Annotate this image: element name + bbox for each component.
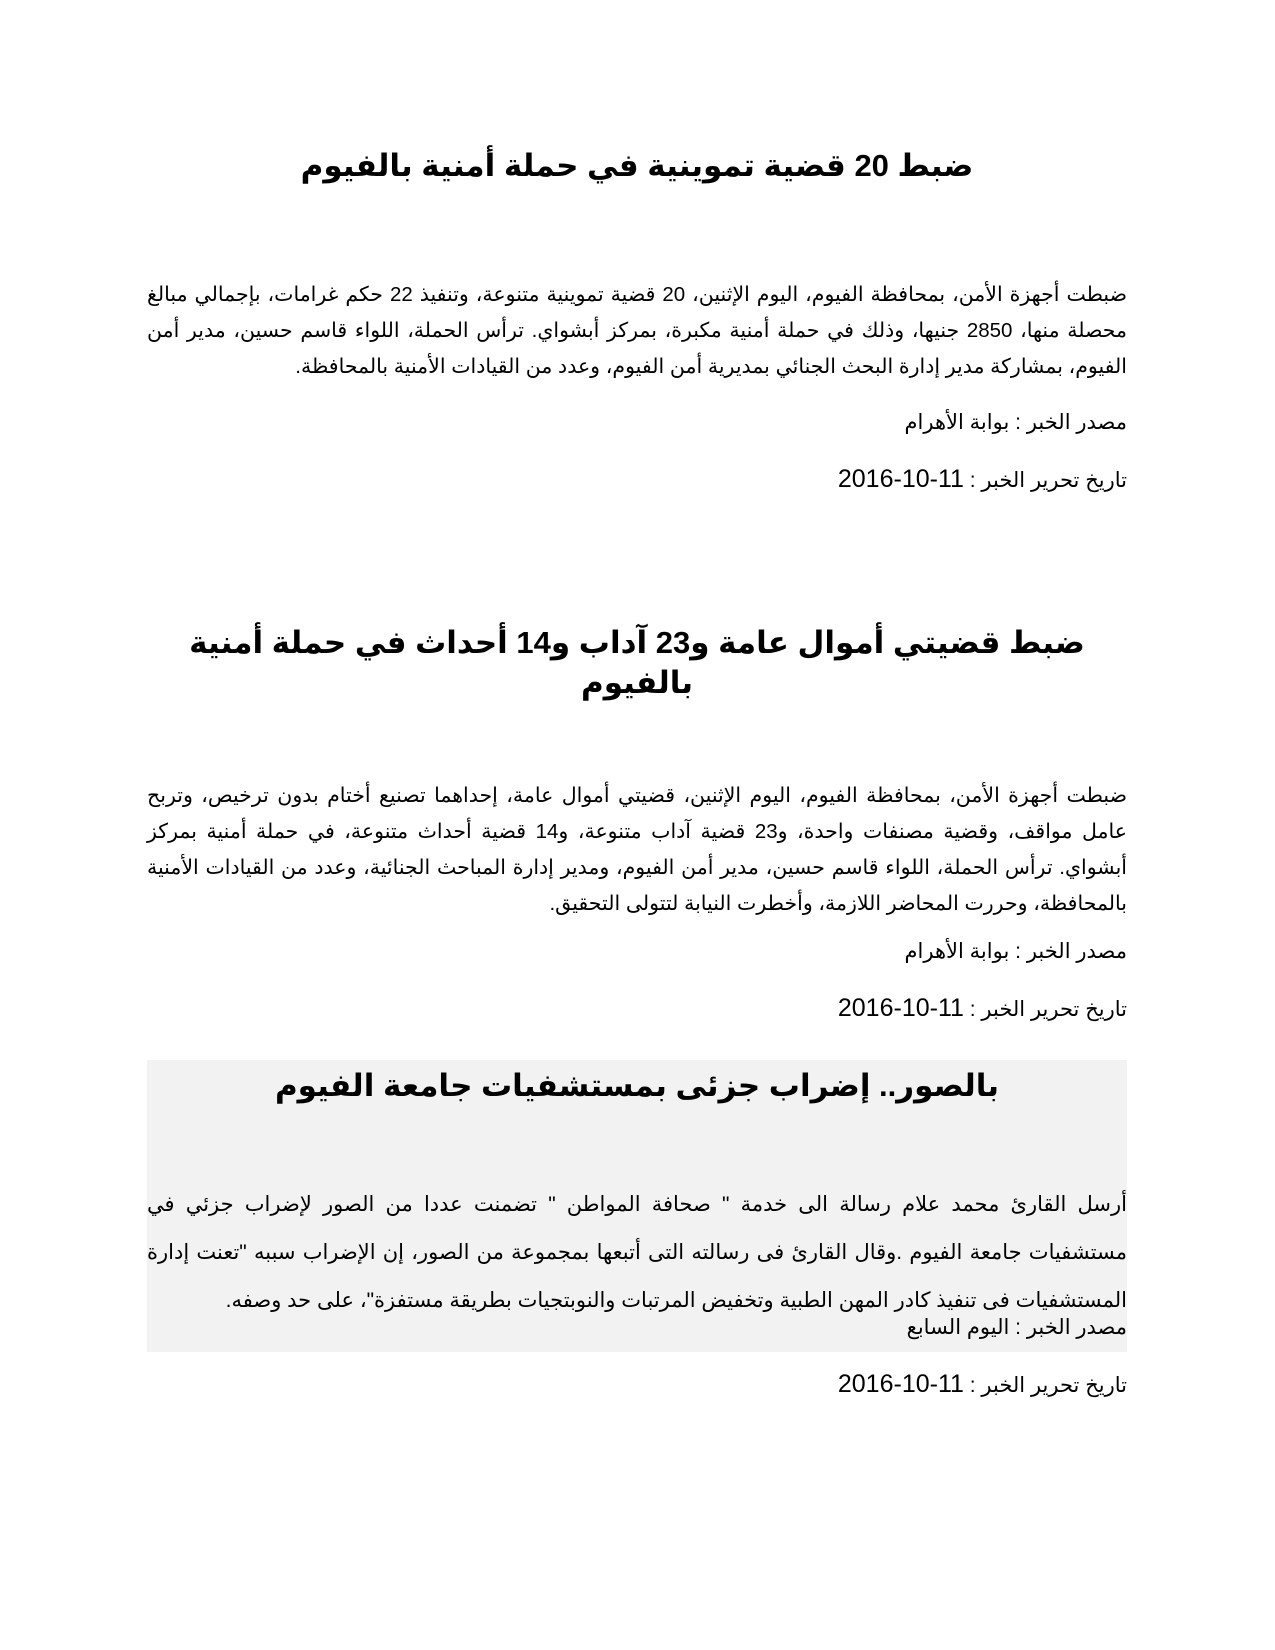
source-label: مصدر الخبر : [1009,940,1127,963]
date-value: 2016-10-11 [837,994,964,1022]
article-date [147,993,1127,1025]
source-value: اليوم السابع [906,1316,1010,1339]
news-article-1 [147,146,1127,496]
article-body: ضبطت أجهزة الأمن، بمحافظة الفيوم، اليوم الإثنين، 20 قضية تموينية متنوعة، وتنفيذ 22 حكم غرامات، بإجمالي مبالغ محصلة منها، 2850 جنيها، وذلك في حملة أمنية مكبرة، بمركز أبشواي. ترأس الحملة، اللواء قاسم حسين، مدير أمن الفيوم، بمشاركة مدير إدارة البحث الجنائي بمديرية أمن الفيوم، وعدد من القيادات الأمنية بالمحافظة. [147,283,1127,378]
source-value: بوابة الأهرام [904,940,1010,963]
article-body: أرسل القارئ محمد علام رسالة الى خدمة " صحافة المواطن " تضمنت عددا من الصور لإضراب جزئي في مستشفيات جامعة الفيوم .وقال القارئ فى رسالته التى أتبعها بمجموعة من الصور، إن الإضراب سببه "تعنت إدارة المستشفيات فى تنفيذ كادر المهن الطبية وتخفيض المرتبات والنوبتجيات بطريقة مستفزة"، على حد وصفه. [147,1193,1127,1312]
date-label: تاريخ تحرير الخبر : [963,998,1127,1021]
article-title: ضبط قضيتي أموال عامة و23 آداب و14 أحداث في حملة أمنية بالفيوم [189,625,1085,700]
article-title: ضبط 20 قضية تموينية في حملة أمنية بالفيوم [300,148,974,183]
article-source [147,937,1127,967]
article-source [147,408,1127,438]
article-body: ضبطت أجهزة الأمن، بمحافظة الفيوم، اليوم الإثنين، قضيتي أموال عامة، إحداهما تصنيع أختام بدون ترخيص، وتربح عامل مواقف، وقضية مصنفات واحدة، و23 قضية آداب متنوعة، و14 قضية أحداث متنوعة، في حملة أمنية بمركز أبشواي. ترأس الحملة، اللواء قاسم حسين، مدير أمن الفيوم، ومدير إدارة المباحث الجنائية، وعدد من القيادات الأمنية بالمحافظة، وحررت المحاضر اللازمة، وأخطرت النيابة لتتولى التحقيق. [147,784,1127,915]
date-value: 2016-10-11 [837,465,964,493]
article-title: بالصور.. إضراب جزئى بمستشفيات جامعة الفيوم [274,1068,1000,1103]
source-label: مصدر الخبر : [1009,411,1127,434]
date-label: تاريخ تحرير الخبر : [963,469,1127,492]
source-value: بوابة الأهرام [904,411,1010,434]
news-article-2 [147,623,1127,1025]
news-article-3 [147,1066,1127,1401]
source-label: مصدر الخبر : [1009,1316,1127,1339]
article-date [147,1369,1127,1401]
article-date [147,464,1127,496]
date-label: تاريخ تحرير الخبر : [963,1374,1127,1397]
date-value: 2016-10-11 [837,1370,964,1398]
